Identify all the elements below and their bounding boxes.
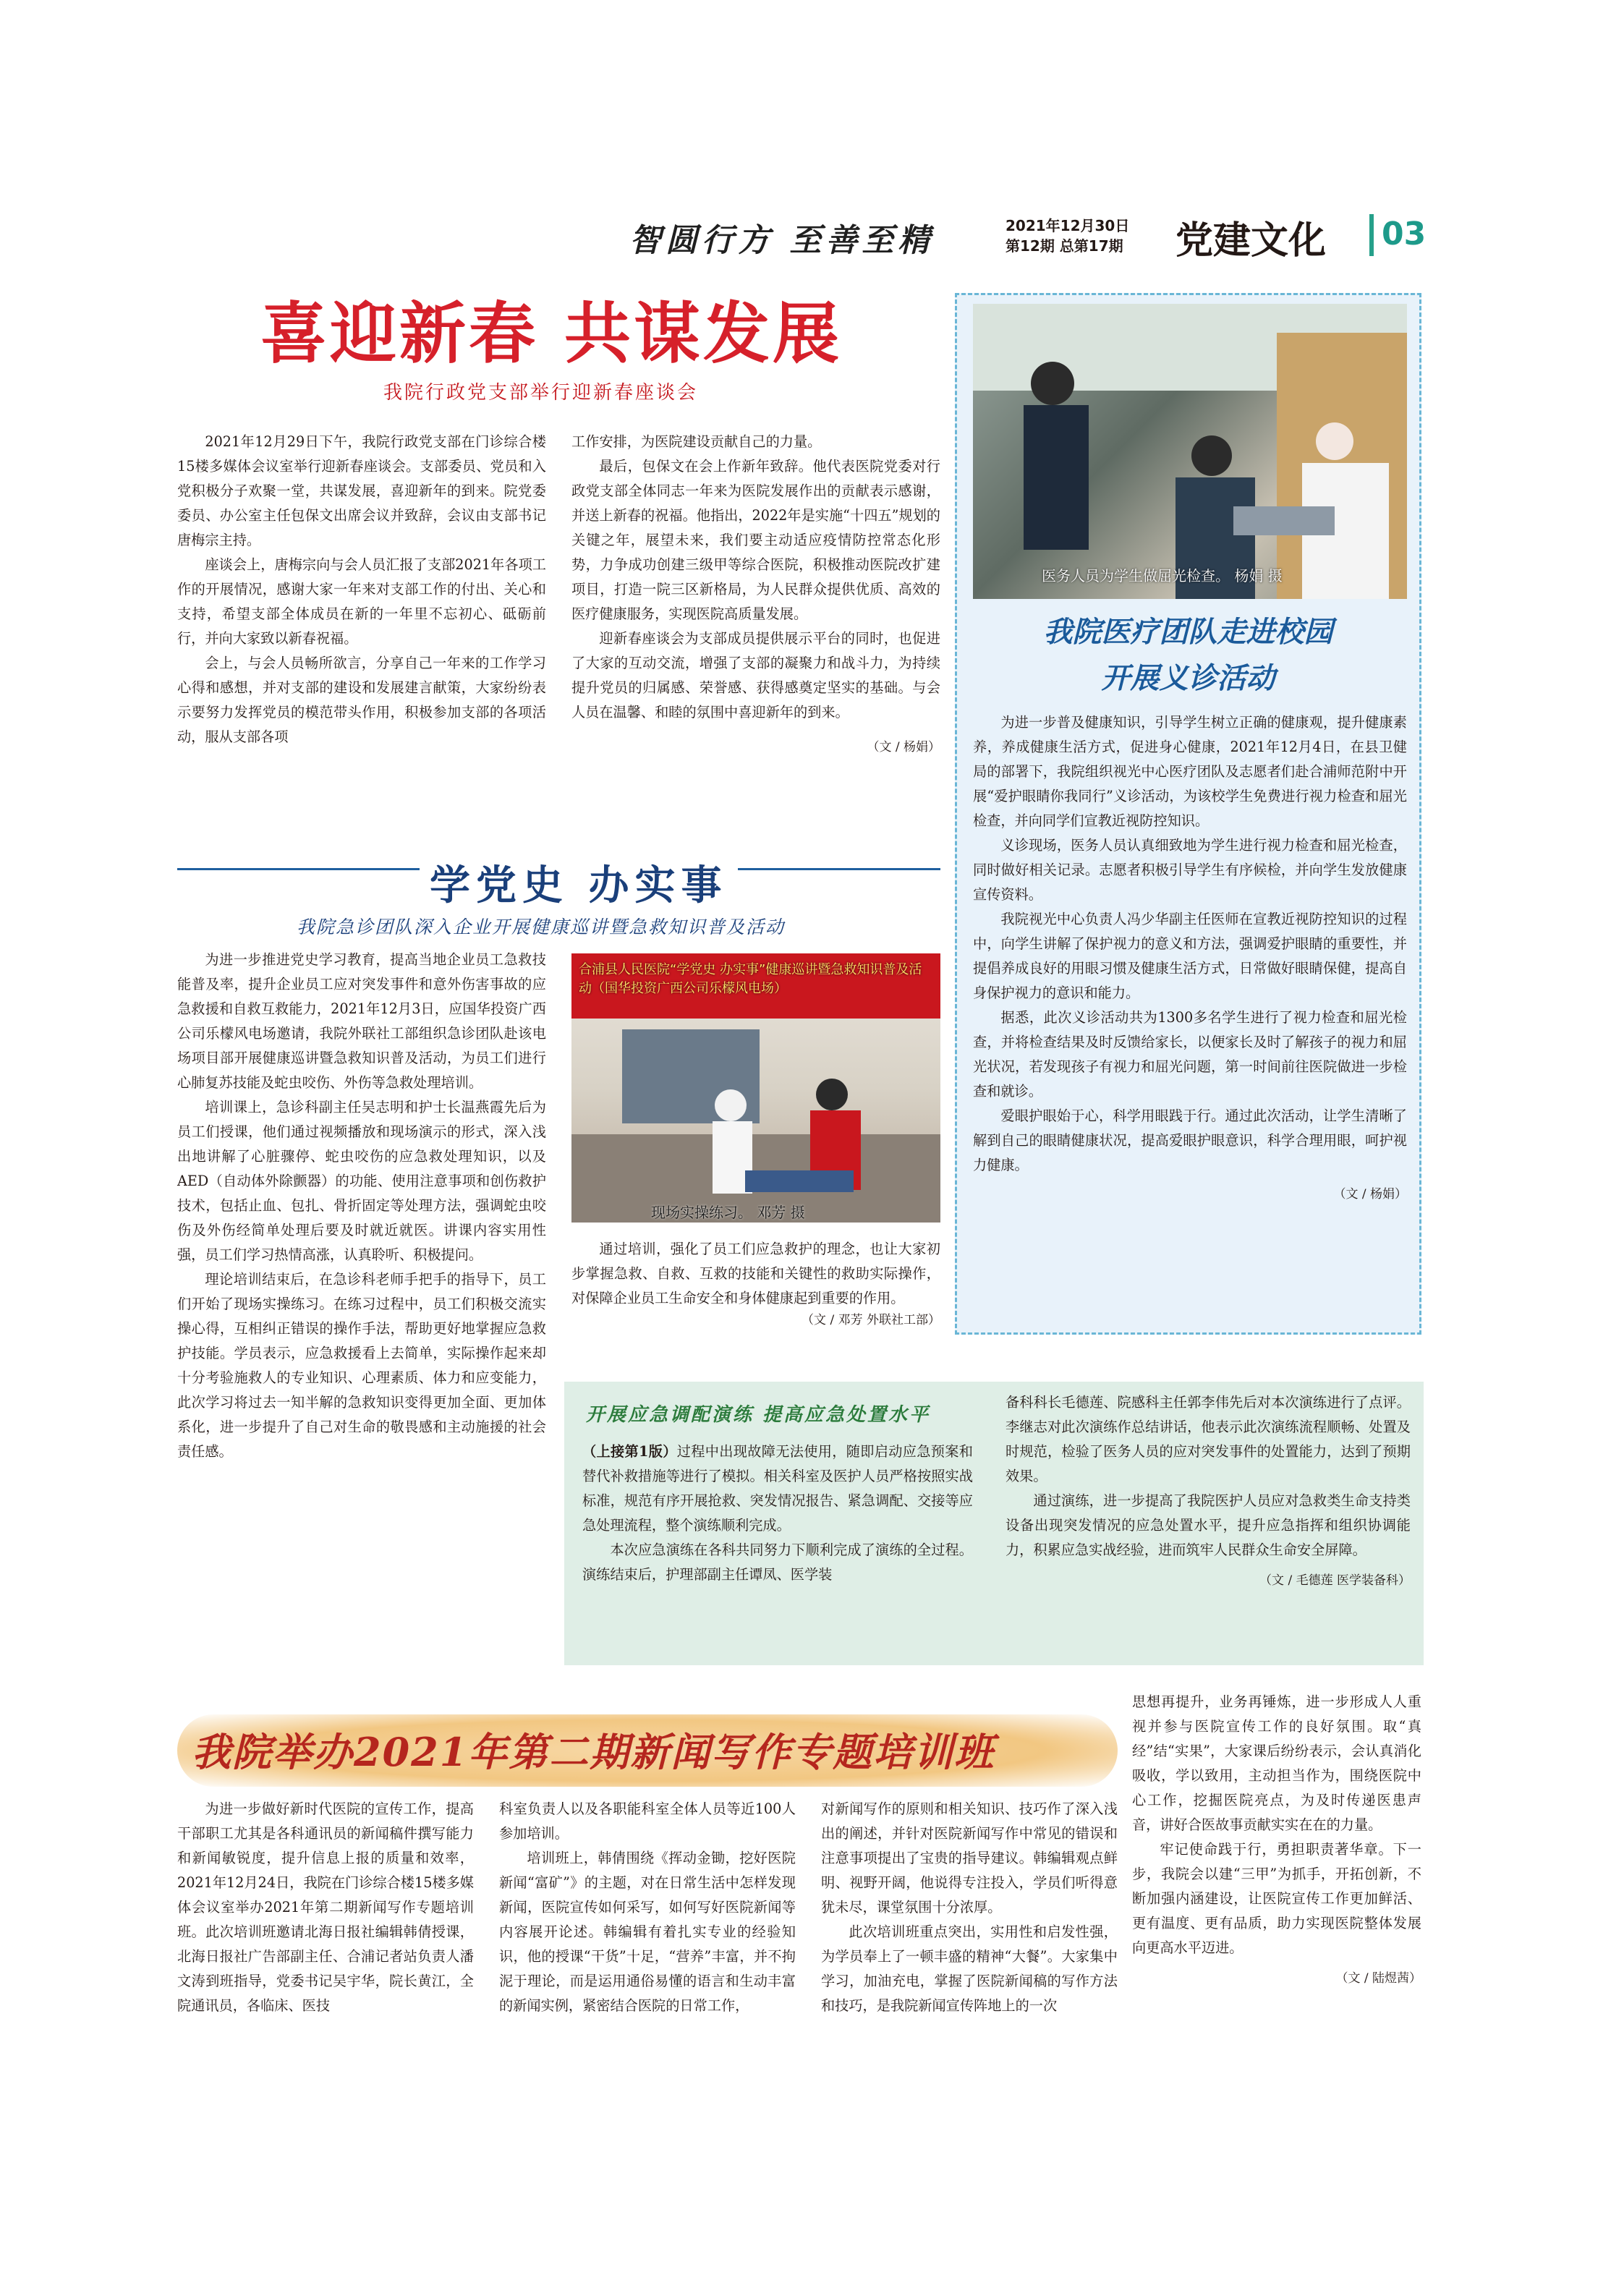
section-divider	[1369, 214, 1374, 256]
article1-column-2	[571, 430, 940, 760]
issue-date: 2021年12月30日	[1006, 217, 1130, 234]
page-number: 03	[1382, 216, 1427, 252]
paragraph	[582, 1440, 973, 1538]
article1-column-1	[177, 430, 546, 749]
first-aid-photo-banner: 合浦县人民医院“学党史 办实事”健康巡讲暨急救知识普及活动（国华投资广西公司乐檬风电场）	[579, 962, 922, 996]
first-aid-photo-caption: 现场实操练习。 邓芳 摄	[651, 1204, 805, 1221]
paragraph: 义诊现场，医务人员认真细致地为学生进行视力检查和屈光检查，同时做好相关记录。志愿者积极引导学生有序候检，并向学生发放健康宣传资料。	[973, 837, 1407, 903]
emergency-drill-byline: （文 / 毛德莲 医学装备科）	[1259, 1573, 1411, 1588]
paragraph: 培训班上，韩倩围绕《挥动金锄，挖好医院新闻“富矿”》的主题，对在日常生活中怎样发现新闻，医院宣传如何采写，如何写好医院新闻等内容展开论述。韩编辑有着扎实专业的经验知识，他的授课“干货”十足，“营养”丰富，并不拘泥于理论，而是运用通俗易懂的语言和生动丰富的新闻实例，紧密结合医院的日常工作，	[499, 1850, 796, 2014]
paragraph: 牢记使命践于行，勇担职责著华章。下一步，我院会以建“三甲”为抓手，开拓创新，不断加强内涵建设，让医院宣传工作更加鲜活、更有温度、更有品质，助力实现医院整体发展向更高水平迈进。	[1132, 1841, 1421, 1956]
paragraph: 通过演练，进一步提高了我院医护人员应对急救类生命支持类设备出现突发情况的应急处置水平，提升应急指挥和组织协调能力，积累应急实战经验，进而筑牢人民群众生命安全屏障。	[1006, 1492, 1411, 1558]
paragraph: 最后，包保文在会上作新年致辞。他代表医院党委对行政党支部全体同志一年来为医院发展作出的贡献表示感谢，并送上新春的祝福。他指出，2022年是实施“十四五”规划的关键之年，展望未来，我们要主动适应疫情防控常态化形势，力争成功创建三级甲等综合医院，积极推动医院改扩建项目，打造一院三区新格局，为人民群众提供优质、高效的医疗健康服务，实现医院高质量发展。	[571, 458, 940, 622]
paragraph: 为进一步普及健康知识，引导学生树立正确的健康观，提升健康素养，养成健康生活方式，促进身心健康，2021年12月4日，在县卫健局的部署下，我院组织视光中心医疗团队及志愿者们赴合浦师范附中开展“爱护眼睛你我同行”义诊活动，为该校学生免费进行视力检查和屈光检查，并向同学们宣教近视防控知识。	[973, 714, 1407, 829]
photo-illustration	[973, 304, 1407, 599]
article3-headline: 学党史 办实事	[420, 854, 738, 911]
school-clinic-photo	[973, 304, 1407, 599]
school-clinic-headline	[962, 609, 1414, 702]
school-clinic-body	[973, 710, 1407, 1207]
training-column-1	[177, 1797, 474, 2018]
article1-subtitle: 我院行政党支部举行迎新春座谈会	[383, 382, 699, 404]
paragraph: 迎新春座谈会为支部成员提供展示平台的同时，也促进了大家的互动交流，增强了支部的凝聚力和战斗力，为持续提升党员的归属感、荣誉感、获得感奠定坚实的基础。与会人员在温馨、和睦的氛围中喜迎新年的到来。	[571, 630, 940, 720]
training-headline: 我院举办2021年第二期新闻写作专题培训班	[192, 1729, 995, 1775]
paragraph: 通过培训，强化了员工们应急救护的理念，也让大家初步掌握急救、自救、互救的技能和关键性的救助实际操作，对保障企业员工生命安全和身体健康起到重要的作用。	[571, 1241, 940, 1306]
training-byline: （文 / 陆煜茜）	[1335, 1971, 1421, 1986]
training-column-3	[821, 1797, 1118, 2018]
paragraph: 据悉，此次义诊活动共为1300多名学生进行了视力检查和屈光检查，并将检查结果及时反馈给家长，以便家长及时了解孩子的视力和屈光状况，若发现孩子有视力和屈光问题，第一时间前往医院做进一步检查和就诊。	[973, 1009, 1407, 1100]
paragraph: 为进一步做好新时代医院的宣传工作，提高干部职工尤其是各科通讯员的新闻稿件撰写能力和新闻敏锐度，提升信息上报的质量和效率，2021年12月24日，我院在门诊综合楼15楼多媒体会议室举办2021年第二期新闻写作专题培训班。此次培训班邀请北海日报社编辑韩倩授课，北海日报社广告部副主任、合浦记者站负责人潘文涛到班指导，党委书记吴宇华，院长黄江，全院通讯员，各临床、医技	[177, 1800, 474, 2014]
paragraph-continued: 思想再提升，业务再锤炼，进一步形成人人重视并参与医院宣传工作的良好氛围。取“真经”结“实果”，大家课后纷纷表示，会认真消化吸收，学以致用，主动担当作为，围绕医院中心工作，挖掘医院亮点，为及时传递医患声音，讲好合医故事贡献实实在在的力量。	[1132, 1693, 1421, 1833]
newspaper-slogan: 智圆行方 至善至精	[629, 222, 935, 259]
paragraph: 会上，与会人员畅所欲言，分享自己一年来的工作学习心得和感想，并对支部的建设和发展建言献策，大家纷纷表示要努力发挥党员的模范带头作用，积极参加支部的各项活动，服从支部各项	[177, 655, 546, 745]
paragraph-continued: 备科科长毛德莲、院感科主任郭李伟先后对本次演练进行了点评。李继志对此次演练作总结讲话，他表示此次演练流程顺畅、处置及时规范，检验了医务人员的应对突发事件的处置能力，达到了预期效果。	[1006, 1394, 1411, 1484]
article3-byline: （文 / 邓芳 外联社工部）	[802, 1313, 940, 1327]
headline-line-2: 开展义诊活动	[1101, 661, 1275, 695]
headline-line-1: 我院医疗团队走进校园	[1043, 615, 1333, 649]
article3-column-1	[177, 948, 546, 1464]
paragraph: 理论培训结束后，在急诊科老师手把手的指导下，员工们开始了现场实操练习。在练习过程中，员工们积极交流实操心得，互相纠正错误的操作手法，帮助更好地掌握应急救护技能。学员表示，应急救援看上去简单，实际操作起来却十分考验施救人的专业知识、心理素质、体力和应变能力，此次学习将过去一知半解的急救知识变得更加全面、更加体系化，进一步提升了自己对生命的敬畏感和主动施援的社会责任感。	[177, 1271, 546, 1460]
school-clinic-byline: （文 / 杨娟）	[1333, 1187, 1407, 1202]
school-clinic-photo-caption: 医务人员为学生做屈光检查。 杨娟 摄	[1042, 567, 1283, 584]
paragraph: 座谈会上，唐梅宗向与会人员汇报了支部2021年各项工作的开展情况，感谢大家一年来对支部工作的付出、关心和支持，希望支部全体成员在新的一年里不忘初心、砥砺前行，并向大家致以新春祝福。	[177, 556, 546, 647]
article3-subtitle: 我院急诊团队深入企业开展健康巡讲暨急救知识普及活动	[297, 917, 786, 937]
emergency-drill-column-1	[582, 1440, 973, 1587]
training-column-2	[499, 1797, 796, 2018]
paragraph-continued: 科室负责人以及各职能科室全体人员等近100人参加培训。	[499, 1800, 796, 1842]
article1-byline: （文 / 杨娟）	[867, 740, 940, 754]
emergency-drill-column-2	[1006, 1390, 1411, 1593]
paragraph: 2021年12月29日下午，我院行政党支部在门诊综合楼15楼多媒体会议室举行迎新春座谈会。支部委员、党员和入党积极分子欢聚一堂，共谋发展，喜迎新年的到来。院党委委员、办公室主任包保文出席会议并致辞，会议由支部书记唐梅宗主持。	[177, 433, 546, 548]
paragraph: 我院视光中心负责人冯少华副主任医师在宣教近视防控知识的过程中，向学生讲解了保护视力的意义和方法，强调爱护眼睛的重要性，并提倡养成良好的用眼习惯及健康生活方式，日常做好眼睛保健，提高自身保护视力的意识和能力。	[973, 911, 1407, 1001]
paragraph: 本次应急演练在各科共同努力下顺利完成了演练的全过程。演练结束后，护理部副主任谭凤、医学装	[582, 1542, 973, 1583]
article1-headline: 喜迎新春 共谋发展	[260, 295, 843, 373]
article3-column-2	[571, 1237, 940, 1311]
continued-from-label: （上接第1版）	[582, 1443, 677, 1460]
paragraph: 培训课上，急诊科副主任吴志明和护士长温燕霞先后为员工们授课，他们通过视频播放和现场演示的形式，深入浅出地讲解了心脏骤停、蛇虫咬伤的应急救处理知识，以及AED（自动体外除颤器）的功能、使用注意事项和创伤救护技术，包括止血、包扎、骨折固定等处理方法，强调蛇虫咬伤及外伤经简单处理后要及时就近就医。讲课内容实用性强，员工们学习热情高涨，认真聆听、积极提问。	[177, 1099, 546, 1263]
paragraph: 为进一步推进党史学习教育，提高当地企业员工急救技能普及率，提升企业员工应对突发事件和意外伤害事故的应急救援和自救互救能力，2021年12月3日，应国华投资广西公司乐檬风电场邀请，我院外联社工部组织急诊团队赴该电场项目部开展健康巡讲暨急救知识普及活动，为员工们进行心肺复苏技能及蛇虫咬伤、外伤等急救处理培训。	[177, 951, 546, 1091]
section-title: 党建文化	[1176, 218, 1327, 263]
emergency-drill-headline: 开展应急调配演练 提高应急处置水平	[586, 1404, 931, 1426]
paragraph: 此次培训班重点突出，实用性和启发性强，为学员奉上了一顿丰盛的精神“大餐”。大家集中学习，加油充电，掌握了医院新闻稿的写作方法和技巧，是我院新闻宣传阵地上的一次	[821, 1923, 1118, 2014]
issue-number: 第12期 总第17期	[1006, 237, 1123, 255]
training-column-4	[1132, 1690, 1421, 1991]
paragraph-continued: 对新闻写作的原则和相关知识、技巧作了深入浅出的阐述，并针对医院新闻写作中常见的错误和注意事项提出了宝贵的指导建议。韩编辑观点鲜明、视野开阔，他说得专注投入，学员们听得意犹未尽，课堂氛围十分浓厚。	[821, 1800, 1118, 1916]
paragraph: 爱眼护眼始于心，科学用眼践于行。通过此次活动，让学生清晰了解到自己的眼睛健康状况，提高爱眼护眼意识，科学合理用眼，呵护视力健康。	[973, 1107, 1407, 1173]
issue-info	[1006, 216, 1129, 256]
paragraph-continued: 工作安排，为医院建设贡献自己的力量。	[571, 433, 822, 450]
paragraph-text: 过程中出现故障无法使用，随即启动应急预案和替代补救措施等进行了模拟。相关科室及医护人员严格按照实战标准，规范有序开展抢救、突发情况报告、紧急调配、交接等应急处理流程，整个演练顺利完成。	[582, 1443, 973, 1534]
